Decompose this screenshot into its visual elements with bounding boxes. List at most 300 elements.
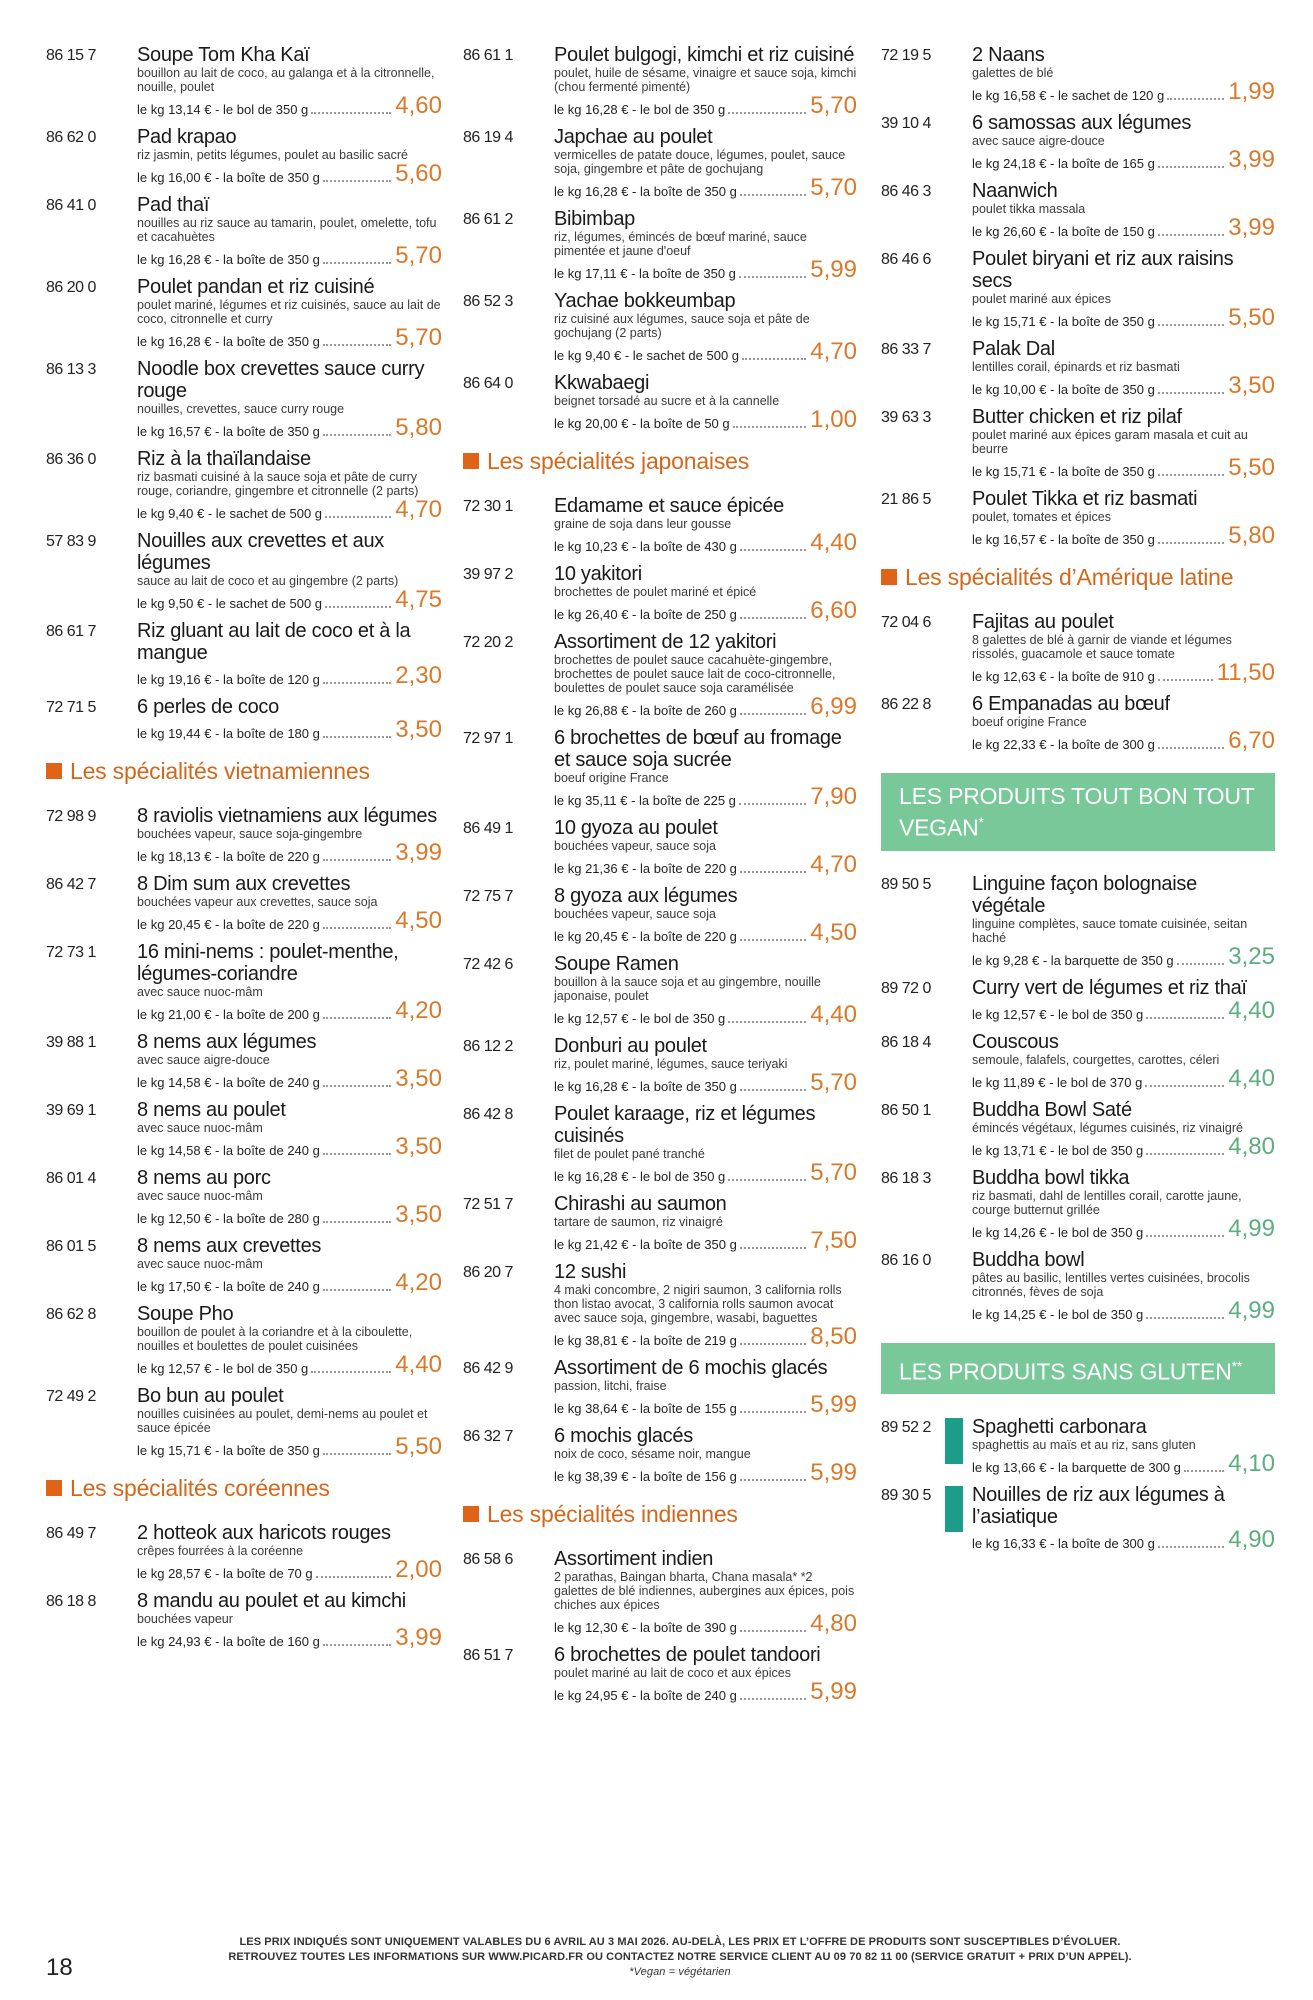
dot-leader <box>1146 1017 1224 1019</box>
dot-leader <box>323 1644 391 1646</box>
banner-title: LES PRODUITS TOUT BON TOUT VEGAN <box>899 783 1255 841</box>
price-line <box>972 1452 1275 1476</box>
product-name: Fajitas au poulet <box>972 611 1114 633</box>
price-line <box>554 695 857 719</box>
product-name: Chirashi au saumon <box>554 1193 727 1215</box>
product-item <box>46 194 442 268</box>
product-item <box>46 448 442 522</box>
product-item <box>46 620 442 688</box>
section-heading <box>881 564 1275 591</box>
product-item <box>463 885 857 945</box>
product-price: 3,50 <box>1228 372 1275 399</box>
product-code: 72 71 5 <box>46 699 96 716</box>
product-price: 5,50 <box>1228 304 1275 331</box>
product-item <box>881 693 1275 753</box>
dot-leader <box>325 516 391 518</box>
product-code: 72 04 6 <box>881 614 931 631</box>
product-price: 4,40 <box>1228 1064 1275 1092</box>
product-name: Spaghetti carbonara <box>972 1416 1147 1439</box>
unit-price-text: le kg 12,57 € - le bol de 350 g <box>137 1361 309 1376</box>
product-price: 11,50 <box>1216 659 1275 686</box>
product-price: 4,20 <box>395 1269 442 1296</box>
product-price: 5,99 <box>810 1459 857 1486</box>
price-line <box>137 94 442 118</box>
product-code: 39 88 1 <box>46 1034 96 1051</box>
product-code: 86 49 1 <box>463 820 513 837</box>
product-price: 5,99 <box>810 1678 857 1705</box>
product-name: Nouilles de riz aux légumes à l’asiatique <box>972 1484 1225 1529</box>
product-item <box>881 406 1275 480</box>
unit-price-text: le kg 24,93 € - la boîte de 160 g <box>137 1634 320 1649</box>
product-item <box>463 372 857 432</box>
product-name: Noodle box crevettes sauce curry rouge <box>137 358 425 402</box>
product-item <box>881 873 1275 969</box>
price-line <box>972 80 1275 104</box>
dot-leader <box>728 1021 806 1023</box>
price-line <box>137 1435 442 1459</box>
product-price: 3,99 <box>395 839 442 866</box>
dot-leader <box>1184 1470 1224 1472</box>
product-name: 6 samossas aux légumes <box>972 112 1192 134</box>
price-line <box>137 841 442 865</box>
product-description: boeuf origine France <box>554 771 669 785</box>
dot-leader <box>323 262 391 264</box>
unit-price-text: le kg 22,33 € - la boîte de 300 g <box>972 737 1155 752</box>
product-item <box>463 1261 857 1349</box>
product-name: Poulet pandan et riz cuisiné <box>137 276 375 298</box>
product-item <box>881 977 1275 1023</box>
product-code: 86 20 0 <box>46 279 96 296</box>
price-line <box>137 999 442 1023</box>
product-item <box>46 873 442 933</box>
section-square-icon <box>463 1506 479 1522</box>
price-line <box>972 1132 1275 1160</box>
price-line <box>137 498 442 522</box>
footer-note: *Vegan = végétarien <box>629 1966 731 1978</box>
product-price: 4,90 <box>1228 1526 1275 1554</box>
product-price: 6,60 <box>810 597 857 624</box>
product-price: 4,40 <box>1228 996 1275 1024</box>
product-code: 86 12 2 <box>463 1038 513 1055</box>
product-price: 4,75 <box>395 586 442 613</box>
product-name: 8 nems aux légumes <box>137 1031 317 1053</box>
dot-leader <box>740 617 806 619</box>
unit-price-text: le kg 13,14 € - le bol de 350 g <box>137 102 309 117</box>
product-description: brochettes de poulet mariné et épicé <box>554 585 757 599</box>
product-price: 3,99 <box>395 1624 442 1651</box>
product-description: riz cuisiné aux légumes, sauce soja et pâte de gochujang (2 parts) <box>554 312 810 340</box>
product-name: 8 mandu au poulet et au kimchi <box>137 1590 406 1612</box>
unit-price-text: le kg 26,88 € - la boîte de 260 g <box>554 703 737 718</box>
dot-leader <box>316 1576 392 1578</box>
unit-price-text: le kg 26,40 € - la boîte de 250 g <box>554 607 737 622</box>
footer <box>120 1935 1240 1980</box>
product-price: 5,80 <box>1228 522 1275 549</box>
dot-leader <box>740 1247 806 1249</box>
price-line <box>137 416 442 440</box>
product-price: 5,99 <box>810 1391 857 1418</box>
price-line <box>554 921 857 945</box>
product-name: 6 mochis glacés <box>554 1425 693 1447</box>
dot-leader <box>742 358 806 360</box>
product-code: 72 75 7 <box>463 888 513 905</box>
product-description: bouchées vapeur, sauce soja <box>554 839 716 853</box>
product-item <box>463 1425 857 1485</box>
section-square-icon <box>46 1480 62 1496</box>
product-code: 72 42 6 <box>463 956 513 973</box>
product-name: Naanwich <box>972 180 1058 202</box>
dot-leader <box>740 1343 806 1345</box>
product-name: Riz gluant au lait de coco et à la mangue <box>137 620 411 664</box>
price-line <box>554 408 857 432</box>
unit-price-text: le kg 38,64 € - la boîte de 155 g <box>554 1401 737 1416</box>
dot-leader <box>1146 1317 1224 1319</box>
unit-price-text: le kg 14,58 € - la boîte de 240 g <box>137 1143 320 1158</box>
product-code: 39 63 3 <box>881 409 931 426</box>
dot-leader <box>323 434 391 436</box>
product-description: riz jasmin, petits légumes, poulet au basilic sacré <box>137 148 408 162</box>
product-name: Poulet biryani et riz aux raisins secs <box>972 248 1234 292</box>
price-line <box>137 1067 442 1091</box>
product-description: riz basmati, dahl de lentilles corail, carotte jaune, courge butternut grillée <box>972 1188 1242 1217</box>
product-code: 86 15 7 <box>46 47 96 64</box>
product-description: pâtes au basilic, lentilles vertes cuisinées, brocolis citronnés, fèves de soja <box>972 1270 1250 1299</box>
dot-leader <box>740 1630 806 1632</box>
price-line <box>554 853 857 877</box>
dot-leader <box>740 871 806 873</box>
product-description: bouchées vapeur, sauce soja <box>554 907 716 921</box>
product-price: 6,70 <box>1228 727 1275 754</box>
price-line <box>972 996 1275 1024</box>
product-description: filet de poulet pané tranché <box>554 1147 705 1161</box>
dot-leader <box>740 1411 806 1413</box>
banner-mark: ** <box>1231 1357 1243 1374</box>
section-square-icon <box>881 569 897 585</box>
price-line <box>554 1393 857 1417</box>
product-description: poulet mariné, légumes et riz cuisinés, sauce au lait de coco, citronnelle et curry <box>137 298 441 326</box>
product-code: 86 42 7 <box>46 876 96 893</box>
dot-leader <box>311 1371 391 1373</box>
product-description: poulet tikka massala <box>972 202 1086 216</box>
product-price: 4,70 <box>395 496 442 523</box>
unit-price-text: le kg 16,57 € - la boîte de 350 g <box>137 424 320 439</box>
dot-leader <box>740 1089 806 1091</box>
product-code: 21 86 5 <box>881 491 931 508</box>
product-description: poulet mariné aux épices garam masala et cuit au beurre <box>972 428 1248 456</box>
price-line <box>972 1214 1275 1242</box>
product-price: 7,90 <box>810 783 857 810</box>
product-price: 3,99 <box>1228 214 1275 241</box>
product-description: vermicelles de patate douce, légumes, poulet, sauce soja, gingembre et pâte de gochujang <box>554 148 846 176</box>
product-description: nouilles, crevettes, sauce curry rouge <box>137 402 345 416</box>
product-price: 4,99 <box>1228 1296 1275 1324</box>
product-price: 4,40 <box>395 1351 442 1378</box>
product-name: Nouilles aux crevettes et aux légumes <box>137 530 384 574</box>
product-code: 86 18 8 <box>46 1593 96 1610</box>
product-description: avec sauce aigre-douce <box>137 1053 270 1067</box>
product-price: 1,99 <box>1228 78 1275 105</box>
unit-price-text: le kg 28,57 € - la boîte de 70 g <box>137 1566 313 1581</box>
section-heading <box>46 1475 442 1502</box>
price-line <box>554 531 857 555</box>
column-3 <box>881 44 1275 1560</box>
section-title: Les spécialités japonaises <box>487 448 750 474</box>
product-code: 86 20 7 <box>463 1264 513 1281</box>
product-description: sauce au lait de coco et au gingembre (2 parts) <box>137 574 399 588</box>
price-line <box>137 1203 442 1227</box>
unit-price-text: le kg 16,00 € - la boîte de 350 g <box>137 170 320 185</box>
price-line <box>137 244 442 268</box>
product-code: 86 33 7 <box>881 341 931 358</box>
product-code: 86 62 0 <box>46 129 96 146</box>
product-description: émincés végétaux, légumes cuisinés, riz vinaigré <box>972 1120 1243 1135</box>
section-heading <box>463 1501 857 1528</box>
product-name: Couscous <box>972 1030 1059 1053</box>
unit-price-text: le kg 19,16 € - la boîte de 120 g <box>137 672 320 687</box>
product-code: 86 58 6 <box>463 1551 513 1568</box>
dot-leader <box>323 1453 391 1455</box>
product-name: Pad krapao <box>137 126 237 148</box>
unit-price-text: le kg 16,58 € - le sachet de 120 g <box>972 88 1165 103</box>
product-item <box>881 338 1275 398</box>
product-description: graine de soja dans leur gousse <box>554 517 732 531</box>
product-code: 86 41 0 <box>46 197 96 214</box>
product-price: 7,50 <box>810 1227 857 1254</box>
product-code: 86 42 8 <box>463 1106 513 1123</box>
product-item <box>881 1031 1275 1091</box>
product-price: 5,70 <box>810 174 857 201</box>
product-price: 4,80 <box>810 1610 857 1637</box>
product-item <box>46 276 442 350</box>
product-name: Poulet bulgogi, kimchi et riz cuisiné <box>554 44 855 66</box>
product-item <box>46 1167 442 1227</box>
product-item <box>881 1484 1275 1552</box>
product-price: 4,40 <box>810 1001 857 1028</box>
product-description: tartare de saumon, riz vinaigré <box>554 1215 723 1229</box>
product-name: 8 nems aux crevettes <box>137 1235 322 1257</box>
product-name: Kkwabaegi <box>554 372 650 394</box>
product-code: 39 69 1 <box>46 1102 96 1119</box>
product-name: Curry vert de légumes et riz thaï <box>972 976 1247 999</box>
dot-leader <box>1158 474 1224 476</box>
category-banner <box>881 773 1275 851</box>
product-item <box>46 1099 442 1159</box>
product-price: 5,60 <box>395 160 442 187</box>
product-item <box>463 563 857 623</box>
product-price: 4,60 <box>395 92 442 119</box>
product-price: 8,50 <box>810 1323 857 1350</box>
product-item <box>46 1031 442 1091</box>
product-price: 4,70 <box>810 338 857 365</box>
price-line <box>972 942 1275 970</box>
unit-price-text: le kg 16,28 € - la boîte de 350 g <box>554 1079 737 1094</box>
price-line <box>972 1528 1275 1552</box>
price-line <box>554 1229 857 1253</box>
product-price: 5,70 <box>810 92 857 119</box>
product-price: 2,30 <box>395 662 442 689</box>
product-code: 86 42 9 <box>463 1360 513 1377</box>
price-line <box>972 661 1275 685</box>
price-line <box>137 718 442 742</box>
dot-leader <box>739 276 806 278</box>
product-item <box>463 727 857 809</box>
product-description: poulet, huile de sésame, vinaigre et sauce soja, kimchi (chou fermenté pimenté) <box>554 66 857 94</box>
product-description: riz basmati cuisiné à la sauce soja et pâte de curry rouge, coriandre, gingembre et citronnelle (2 parts) <box>137 470 419 498</box>
product-item <box>463 1103 857 1185</box>
product-code: 86 13 3 <box>46 361 96 378</box>
unit-price-text: le kg 21,36 € - la boîte de 220 g <box>554 861 737 876</box>
product-code: 72 20 2 <box>463 634 513 651</box>
page-number: 18 <box>46 1954 73 1981</box>
category-banner <box>881 1343 1275 1395</box>
product-description: spaghettis au maïs et au riz, sans gluten <box>972 1438 1196 1453</box>
product-description: poulet mariné aux épices <box>972 292 1111 306</box>
dot-leader <box>740 1698 806 1700</box>
product-item <box>46 126 442 186</box>
section-title: Les spécialités vietnamiennes <box>70 758 370 784</box>
product-code: 72 19 5 <box>881 47 931 64</box>
product-price: 4,10 <box>1228 1450 1275 1478</box>
product-price: 4,70 <box>810 851 857 878</box>
unit-price-text: le kg 9,40 € - le sachet de 500 g <box>137 506 323 521</box>
product-price: 3,25 <box>1228 942 1275 970</box>
product-price: 4,80 <box>1228 1132 1275 1160</box>
product-name: Linguine façon bolognaise végétale <box>972 872 1197 917</box>
product-description: nouilles cuisinées au poulet, demi-nems au poulet et sauce épicée <box>137 1407 428 1435</box>
product-code: 89 52 2 <box>881 1419 931 1437</box>
product-item <box>46 1303 442 1377</box>
product-item <box>881 180 1275 240</box>
product-item <box>881 1249 1275 1323</box>
product-item <box>881 1416 1275 1476</box>
unit-price-text: le kg 15,71 € - la boîte de 350 g <box>137 1443 320 1458</box>
dot-leader <box>733 426 807 428</box>
product-description: nouilles au riz sauce au tamarin, poulet, omelette, tofu et cacahuètes <box>137 216 437 244</box>
dot-leader <box>323 927 391 929</box>
price-line <box>554 1325 857 1349</box>
product-code: 72 98 9 <box>46 808 96 825</box>
product-price: 5,99 <box>810 256 857 283</box>
unit-price-text: le kg 16,28 € - la boîte de 350 g <box>554 184 737 199</box>
unit-price-text: le kg 24,18 € - la boîte de 165 g <box>972 156 1155 171</box>
product-name: Buddha Bowl Saté <box>972 1098 1132 1121</box>
gluten-free-mark <box>945 1486 963 1532</box>
unit-price-text: le kg 9,40 € - le sachet de 500 g <box>554 348 740 363</box>
price-line <box>554 1161 857 1185</box>
unit-price-text: le kg 13,66 € - la barquette de 300 g <box>972 1460 1181 1476</box>
product-description: avec sauce nuoc-mâm <box>137 1121 263 1135</box>
product-description: 2 parathas, Baingan bharta, Chana masala* *2 galettes de blé indiennes, aubergines aux épices, pois chiches aux épices <box>554 1570 855 1612</box>
dot-leader <box>323 736 391 738</box>
column-1 <box>46 44 442 1658</box>
price-line <box>972 524 1275 548</box>
banner-mark: * <box>978 814 984 830</box>
product-description: beignet torsadé au sucre et à la cannelle <box>554 394 780 408</box>
product-item <box>881 248 1275 330</box>
product-item <box>463 631 857 719</box>
product-code: 86 52 3 <box>463 293 513 310</box>
price-line <box>972 306 1275 330</box>
unit-price-text: le kg 20,45 € - la boîte de 220 g <box>554 929 737 944</box>
product-code: 72 51 7 <box>463 1196 513 1213</box>
price-line <box>554 1461 857 1485</box>
product-item <box>463 1644 857 1704</box>
dot-leader <box>739 803 806 805</box>
unit-price-text: le kg 14,58 € - la boîte de 240 g <box>137 1075 320 1090</box>
unit-price-text: le kg 11,89 € - le bol de 370 g <box>972 1074 1143 1090</box>
dot-leader <box>1177 963 1225 965</box>
product-description: poulet mariné au lait de coco et aux épices <box>554 1666 791 1680</box>
price-line <box>972 1064 1275 1092</box>
product-code: 89 50 5 <box>881 875 931 893</box>
product-item <box>881 611 1275 685</box>
product-item <box>463 495 857 555</box>
column-2 <box>463 44 857 1712</box>
product-description: riz, poulet mariné, légumes, sauce teriyaki <box>554 1057 788 1071</box>
product-name: 2 Naans <box>972 44 1045 66</box>
unit-price-text: le kg 20,00 € - la boîte de 50 g <box>554 416 730 431</box>
product-name: Buddha bowl <box>972 1248 1085 1271</box>
unit-price-text: le kg 16,28 € - le bol de 350 g <box>554 102 726 117</box>
product-item <box>46 530 442 612</box>
product-name: 6 Empanadas au bœuf <box>972 693 1170 715</box>
unit-price-text: le kg 14,26 € - le bol de 350 g <box>972 1224 1144 1240</box>
unit-price-text: le kg 10,23 € - la boîte de 430 g <box>554 539 737 554</box>
unit-price-text: le kg 16,28 € - le bol de 350 g <box>554 1169 726 1184</box>
product-price: 5,70 <box>395 242 442 269</box>
product-code: 86 61 1 <box>463 47 513 64</box>
product-description: avec sauce nuoc-mâm <box>137 1189 263 1203</box>
product-item <box>881 44 1275 104</box>
product-item <box>46 941 442 1023</box>
product-name: Japchae au poulet <box>554 126 713 148</box>
unit-price-text: le kg 20,45 € - la boîte de 220 g <box>137 917 320 932</box>
product-item <box>881 112 1275 172</box>
product-name: Buddha bowl tikka <box>972 1166 1130 1189</box>
unit-price-text: le kg 12,30 € - la boîte de 390 g <box>554 1620 737 1635</box>
dot-leader <box>740 194 806 196</box>
price-line <box>137 664 442 688</box>
product-name: Donburi au poulet <box>554 1035 707 1057</box>
product-item <box>463 1357 857 1417</box>
product-name: Butter chicken et riz pilaf <box>972 406 1182 428</box>
product-code: 86 01 4 <box>46 1170 96 1187</box>
section-heading <box>46 758 442 785</box>
product-item <box>46 44 442 118</box>
product-item <box>46 1385 442 1459</box>
unit-price-text: le kg 13,71 € - le bol de 350 g <box>972 1142 1144 1158</box>
product-description: bouchées vapeur aux crevettes, sauce soja <box>137 895 378 909</box>
price-line <box>554 599 857 623</box>
product-item <box>881 488 1275 548</box>
product-item <box>46 805 442 865</box>
product-price: 3,50 <box>395 1065 442 1092</box>
dot-leader <box>323 859 391 861</box>
price-line <box>554 1071 857 1095</box>
product-price: 4,20 <box>395 997 442 1024</box>
unit-price-text: le kg 21,00 € - la boîte de 200 g <box>137 1007 320 1022</box>
unit-price-text: le kg 12,57 € - le bol de 350 g <box>554 1011 726 1026</box>
dot-leader <box>323 1085 391 1087</box>
unit-price-text: le kg 16,28 € - la boîte de 350 g <box>137 334 320 349</box>
price-line <box>972 1296 1275 1324</box>
product-description: semoule, falafels, courgettes, carottes, céleri <box>972 1052 1220 1067</box>
price-line <box>554 785 857 809</box>
dot-leader <box>323 1017 391 1019</box>
product-description: linguine complètes, sauce tomate cuisinée, seitan haché <box>972 916 1248 945</box>
product-item <box>463 126 857 200</box>
dot-leader <box>1167 98 1224 100</box>
